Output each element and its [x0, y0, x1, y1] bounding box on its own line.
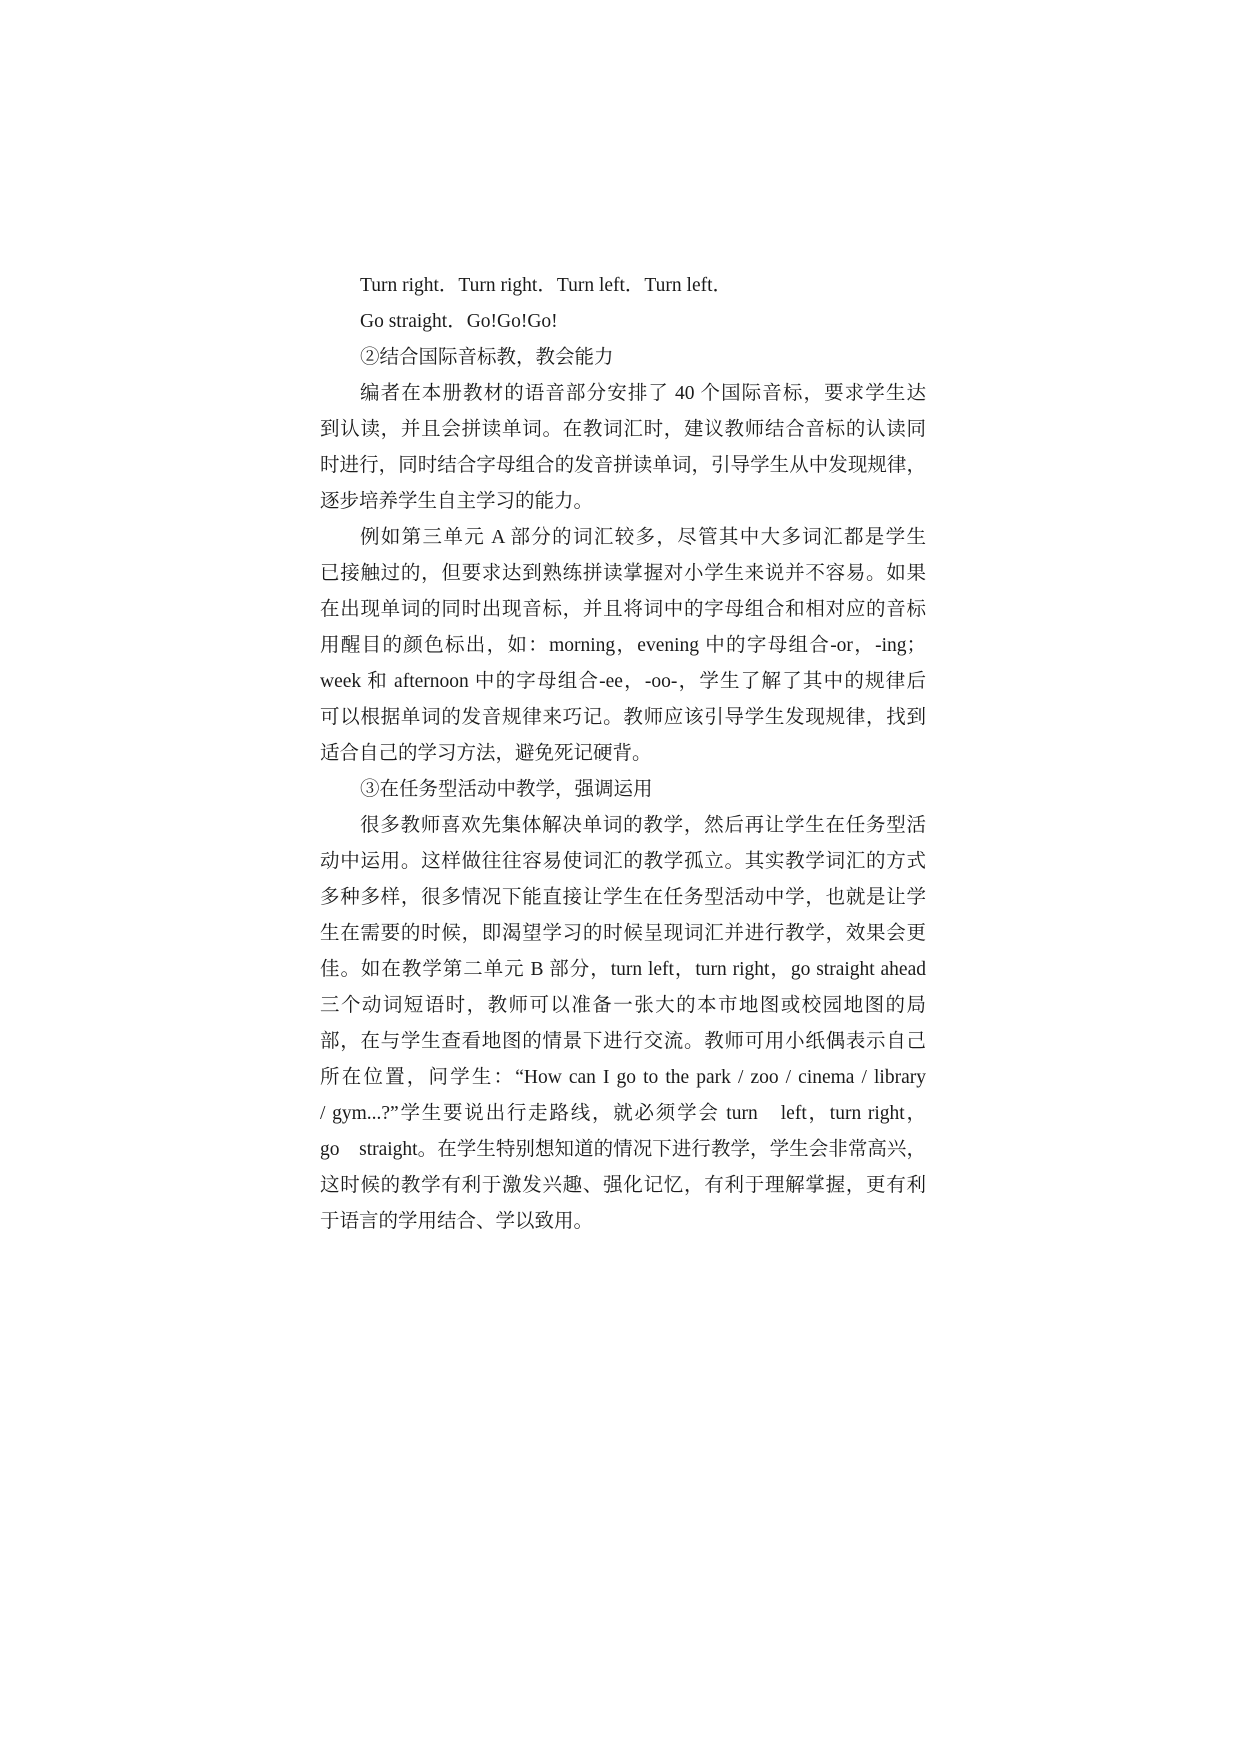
- text-line: 用醒目的颜色标出，如：morning，evening 中的字母组合-or，-ing；: [320, 635, 926, 656]
- text-line: ②结合国际音标教，教会能力: [360, 347, 614, 368]
- text-line: 到认读，并且会拼读单词。在教词汇时，建议教师结合音标的认读同: [320, 419, 926, 440]
- text-line: week 和 afternoon 中的字母组合-ee，-oo-，学生了解了其中的规律后: [320, 671, 926, 692]
- text-line: 多种多样，很多情况下能直接让学生在任务型活动中学，也就是让学: [320, 887, 926, 908]
- text-line: 在出现单词的同时出现音标，并且将词中的字母组合和相对应的音标: [320, 599, 926, 620]
- text-line: 三个动词短语时，教师可以准备一张大的本市地图或校园地图的局: [320, 995, 926, 1016]
- text-line: 于语言的学用结合、学以致用。: [320, 1211, 594, 1232]
- text-line: Go straight．Go!Go!Go!: [360, 311, 558, 332]
- text-line: 佳。如在教学第二单元 B 部分，turn left，turn right，go straight ahead: [320, 959, 926, 980]
- text-line: / gym...?”学生要说出行走路线，就必须学会 turn left，turn right，: [320, 1103, 926, 1124]
- text-line: ③在任务型活动中教学，强调运用: [360, 779, 653, 800]
- text-line: 适合自己的学习方法，避免死记硬背。: [320, 743, 652, 764]
- text-line: 逐步培养学生自主学习的能力。: [320, 491, 594, 512]
- text-line: 所在位置，问学生：“How can I go to the park / zoo / cinema / library: [320, 1067, 926, 1088]
- text-line: 可以根据单词的发音规律来巧记。教师应该引导学生发现规律，找到: [320, 707, 926, 728]
- text-line: 例如第三单元 A 部分的词汇较多，尽管其中大多词汇都是学生: [360, 527, 926, 548]
- text-line: 已接触过的，但要求达到熟练拼读掌握对小学生来说并不容易。如果: [320, 563, 926, 584]
- text-line: 时进行，同时结合字母组合的发音拼读单词，引导学生从中发现规律，: [320, 455, 926, 476]
- text-line: 这时候的教学有利于激发兴趣、强化记忆，有利于理解掌握，更有利: [320, 1175, 926, 1196]
- text-line: 编者在本册教材的语音部分安排了 40 个国际音标，要求学生达: [360, 383, 926, 404]
- text-line: go straight。在学生特别想知道的情况下进行教学，学生会非常高兴，: [320, 1139, 926, 1160]
- text-line: 很多教师喜欢先集体解决单词的教学，然后再让学生在任务型活: [360, 815, 926, 836]
- text-line: Turn right．Turn right．Turn left．Turn left．: [360, 275, 733, 296]
- text-line: 动中运用。这样做往往容易使词汇的教学孤立。其实教学词汇的方式: [320, 851, 926, 872]
- text-line: 部，在与学生查看地图的情景下进行交流。教师可用小纸偶表示自己: [320, 1031, 926, 1052]
- text-line: 生在需要的时候，即渴望学习的时候呈现词汇并进行教学，效果会更: [320, 923, 926, 944]
- body-text: [320, 268, 926, 1240]
